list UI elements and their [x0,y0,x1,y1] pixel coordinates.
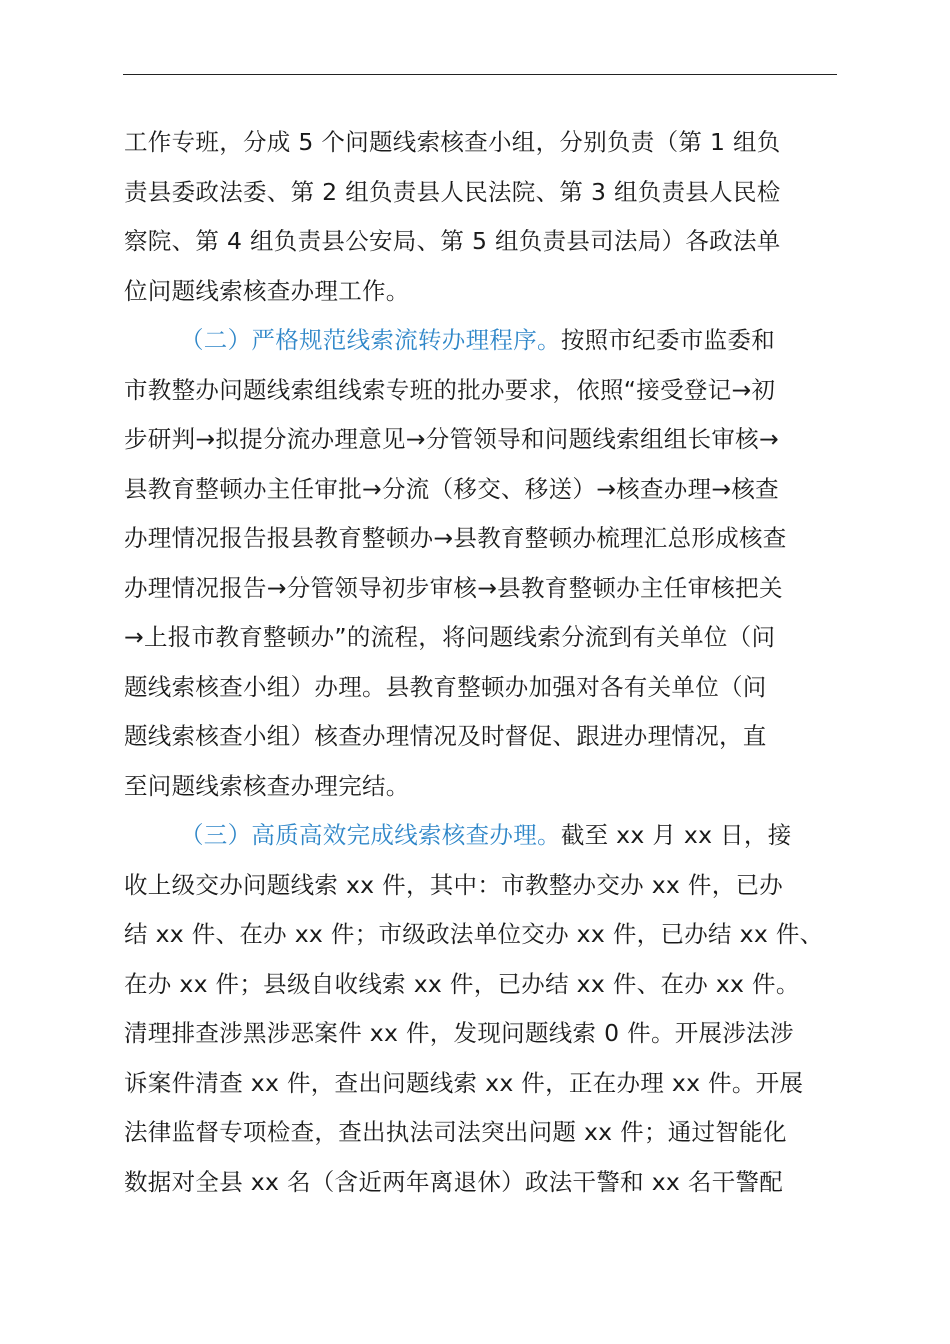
section-2-heading: （二）严格规范线索流转办理程序。 [180,326,561,354]
header-rule [123,74,837,75]
body-line: 办理情况报告→分管领导初步审核→县教育整顿办主任审核把关 [124,573,783,602]
body-line: →上报市教育整顿办”的流程，将问题线索分流到有关单位（问 [124,623,776,651]
body-line: 法律监督专项检查，查出执法司法突出问题 xx 件；通过智能化 [124,1118,787,1146]
body-line: 数据对全县 xx 名（含近两年离退休）政法干警和 xx 名干警配 [124,1167,784,1196]
body-line: 县教育整顿办主任审批→分流（移交、移送）→核查办理→核查 [124,474,779,503]
section-2-lead-text: 按照市纪委市监委和 [560,326,776,354]
body-line: 结 xx 件、在办 xx 件；市级政法单位交办 xx 件，已办结 xx 件、 [124,920,824,948]
body-line: 在办 xx 件；县级自收线索 xx 件，已办结 xx 件、在办 xx 件。 [124,969,800,998]
body-line: 位问题线索核查办理工作。 [124,276,410,305]
body-line: 收上级交办问题线索 xx 件，其中：市教整办交办 xx 件，已办 [124,870,784,899]
section-3-heading: （三）高质高效完成线索核查办理。 [180,821,561,849]
body-line: 题线索核查小组）核查办理情况及时督促、跟进办理情况，直 [124,722,767,750]
section-3-first-line [124,811,838,861]
body-line: 责县委政法委、第 2 组负责县人民法院、第 3 组负责县人民检 [124,177,781,206]
body-line: 办理情况报告报县教育整顿办→县教育整顿办梳理汇总形成核查 [124,524,787,552]
body-line: 至问题线索核查办理完结。 [124,771,410,800]
body-line: 市教整办问题线索组线索专班的批办要求，依照“接受登记→初 [124,375,776,404]
body-line: 步研判→拟提分流办理意见→分管领导和问题线索组组长审核→ [124,425,779,453]
body-line: 工作专班，分成 5 个问题线索核查小组，分别负责（第 1 组负 [124,128,781,156]
document-body [124,118,838,1207]
body-line: 题线索核查小组）办理。县教育整顿办加强对各有关单位（问 [124,672,767,701]
body-line: 清理排查涉黑涉恶案件 xx 件，发现问题线索 0 件。开展涉法涉 [124,1019,794,1047]
body-line: 诉案件清查 xx 件，查出问题线索 xx 件，正在办理 xx 件。开展 [124,1068,804,1097]
section-2-first-line [124,316,838,366]
section-3-lead-text: 截至 xx 月 xx 日，接 [560,821,792,849]
body-line: 察院、第 4 组负责县公安局、第 5 组负责县司法局）各政法单 [124,227,781,255]
